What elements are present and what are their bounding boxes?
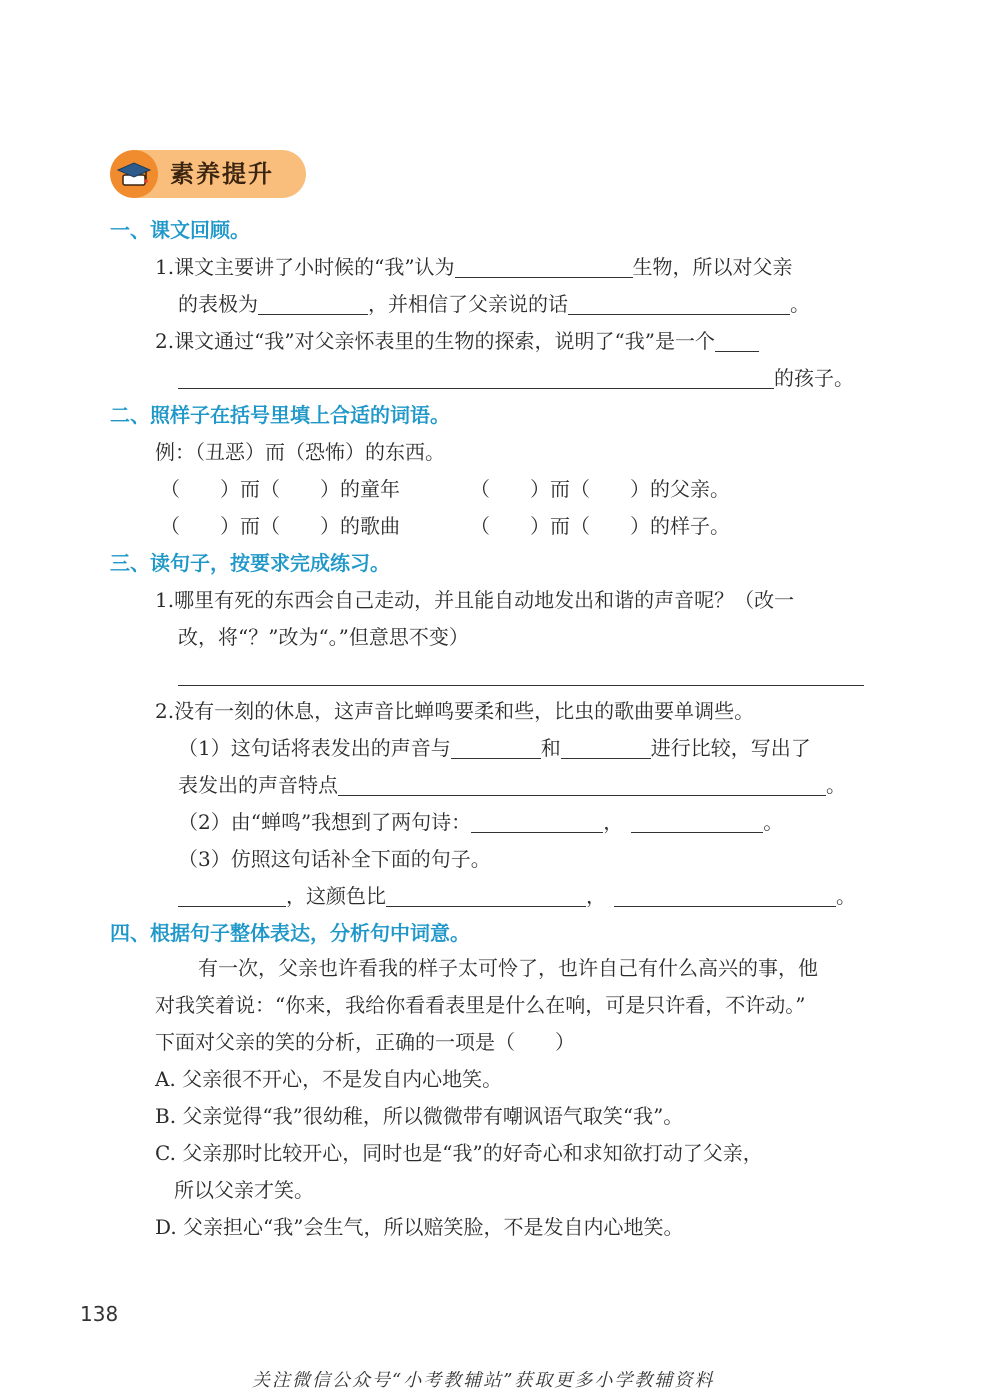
s2-row2-a[interactable]: （ ）而（ ）的歌曲 — [160, 514, 400, 538]
answer-blank[interactable] — [258, 292, 368, 315]
s3-sub1-part5: 。 — [826, 773, 846, 797]
s3-sub2-part3: 。 — [763, 810, 784, 834]
s4-option-c-line1[interactable]: C. 父亲那时比较开心，同时也是“我”的好奇心和求知欲打动了父亲， — [155, 1141, 763, 1165]
s3-q2-sub3-line2 — [178, 882, 856, 910]
s4-option-c-line2[interactable]: 所以父亲才笑。 — [174, 1178, 314, 1202]
s1-q1-line1 — [155, 253, 793, 281]
answer-blank[interactable] — [451, 736, 541, 759]
badge-title: 素养提升 — [170, 160, 274, 188]
s1-q2-line1 — [155, 327, 759, 355]
s1-q1-part5: 。 — [790, 292, 810, 316]
answer-blank[interactable] — [715, 329, 759, 352]
s1-q1-part2: 生物，所以对父亲 — [632, 255, 793, 279]
answer-blank[interactable] — [338, 773, 826, 796]
section-4-title: 四、根据句子整体表达，分析句中词意。 — [110, 921, 470, 945]
answer-blank[interactable] — [631, 810, 763, 833]
s1-q1-part3: 的表极为 — [178, 292, 258, 316]
s2-row1-a[interactable]: （ ）而（ ）的童年 — [160, 477, 400, 501]
s3-sub3-part1: ，这颜色比 — [286, 884, 386, 908]
s3-sub3-part3: 。 — [836, 884, 856, 908]
s3-sub2-part2: ， — [603, 810, 624, 834]
answer-blank[interactable] — [455, 255, 633, 278]
s3-sub1-part2: 和 — [540, 736, 561, 760]
section-2-title: 二、照样子在括号里填上合适的词语。 — [110, 403, 450, 427]
s3-sub3-part2: ， — [586, 884, 606, 908]
s1-q2-line2 — [178, 364, 854, 392]
answer-blank[interactable] — [178, 366, 774, 389]
s3-sub1-part1: （1）这句话将表发出的声音与 — [178, 736, 451, 760]
s2-example: 例：（丑恶）而（恐怖）的东西。 — [155, 440, 445, 464]
s3-q1-line1 — [155, 586, 794, 614]
s3-q2-num: 2. — [155, 699, 175, 723]
s4-para-line1: 有一次，父亲也许看我的样子太可怜了，也许自己有什么高兴的事，他 — [198, 956, 818, 980]
s1-q1-part4: ，并相信了父亲说的话 — [368, 292, 568, 316]
s3-q1-line2: 改，将“？”改为“。”但意思不变） — [178, 625, 469, 649]
s1-q1-num: 1. — [155, 255, 175, 279]
s2-row2-b[interactable]: （ ）而（ ）的样子。 — [470, 514, 730, 538]
s1-q2-part1: 课文通过“我”对父亲怀表里的生物的探索，说明了“我”是一个 — [174, 329, 715, 353]
page-number: 138 — [80, 1302, 119, 1326]
answer-blank[interactable] — [471, 810, 603, 833]
s1-q1-line2 — [178, 290, 810, 318]
s3-q2-sub3-line1: （3）仿照这句话补全下面的句子。 — [178, 847, 491, 871]
section-badge — [110, 150, 306, 198]
s3-sub2-part1: （2）由“蝉鸣”我想到了两句诗： — [178, 810, 472, 834]
s4-option-d[interactable]: D. 父亲担心“我”会生气，所以赔笑脸，不是发自内心地笑。 — [155, 1215, 684, 1239]
answer-blank[interactable] — [561, 736, 651, 759]
answer-blank[interactable] — [568, 292, 790, 315]
s3-q2-line — [155, 697, 754, 725]
s2-row1-b[interactable]: （ ）而（ ）的父亲。 — [470, 477, 730, 501]
s1-q2-num: 2. — [155, 329, 175, 353]
s1-q1-part1: 课文主要讲了小时候的“我”认为 — [174, 255, 455, 279]
answer-blank[interactable] — [386, 884, 586, 907]
footer-notice: 关注微信公众号“小考教辅站”获取更多小学教辅资料 — [252, 1370, 715, 1391]
section-1-title: 一、课文回顾。 — [110, 218, 250, 242]
s3-q2-sub1-line2 — [178, 771, 846, 799]
s4-option-b[interactable]: B. 父亲觉得“我”很幼稚，所以微微带有嘲讽语气取笑“我”。 — [155, 1104, 684, 1128]
s4-question: 下面对父亲的笑的分析，正确的一项是（ ） — [155, 1030, 575, 1054]
s3-q1-num: 1. — [155, 588, 175, 612]
badge-circle — [110, 150, 158, 198]
s4-option-a[interactable]: A. 父亲很不开心，不是发自内心地笑。 — [155, 1067, 503, 1091]
answer-blank[interactable] — [614, 884, 836, 907]
s3-sub1-part3: 进行比较，写出了 — [650, 736, 811, 760]
s3-q2-text: 没有一刻的休息，这声音比蝉鸣要柔和些，比虫的歌曲要单调些。 — [174, 699, 755, 723]
graduation-cap-icon — [110, 150, 158, 198]
s3-q2-sub1-line1 — [178, 734, 811, 762]
s4-para-line2: 对我笑着说：“你来，我给你看看表里是什么在响，可是只许看，不许动。” — [155, 993, 806, 1017]
answer-line[interactable] — [178, 685, 864, 686]
s1-q2-part2: 的孩子。 — [774, 366, 854, 390]
s3-q1-text: 哪里有死的东西会自己走动，并且能自动地发出和谐的声音呢？（改一 — [174, 588, 795, 612]
section-3-title: 三、读句子，按要求完成练习。 — [110, 551, 390, 575]
answer-blank[interactable] — [178, 884, 286, 907]
s3-sub1-part4: 表发出的声音特点 — [178, 773, 338, 797]
s3-q2-sub2 — [178, 808, 783, 836]
